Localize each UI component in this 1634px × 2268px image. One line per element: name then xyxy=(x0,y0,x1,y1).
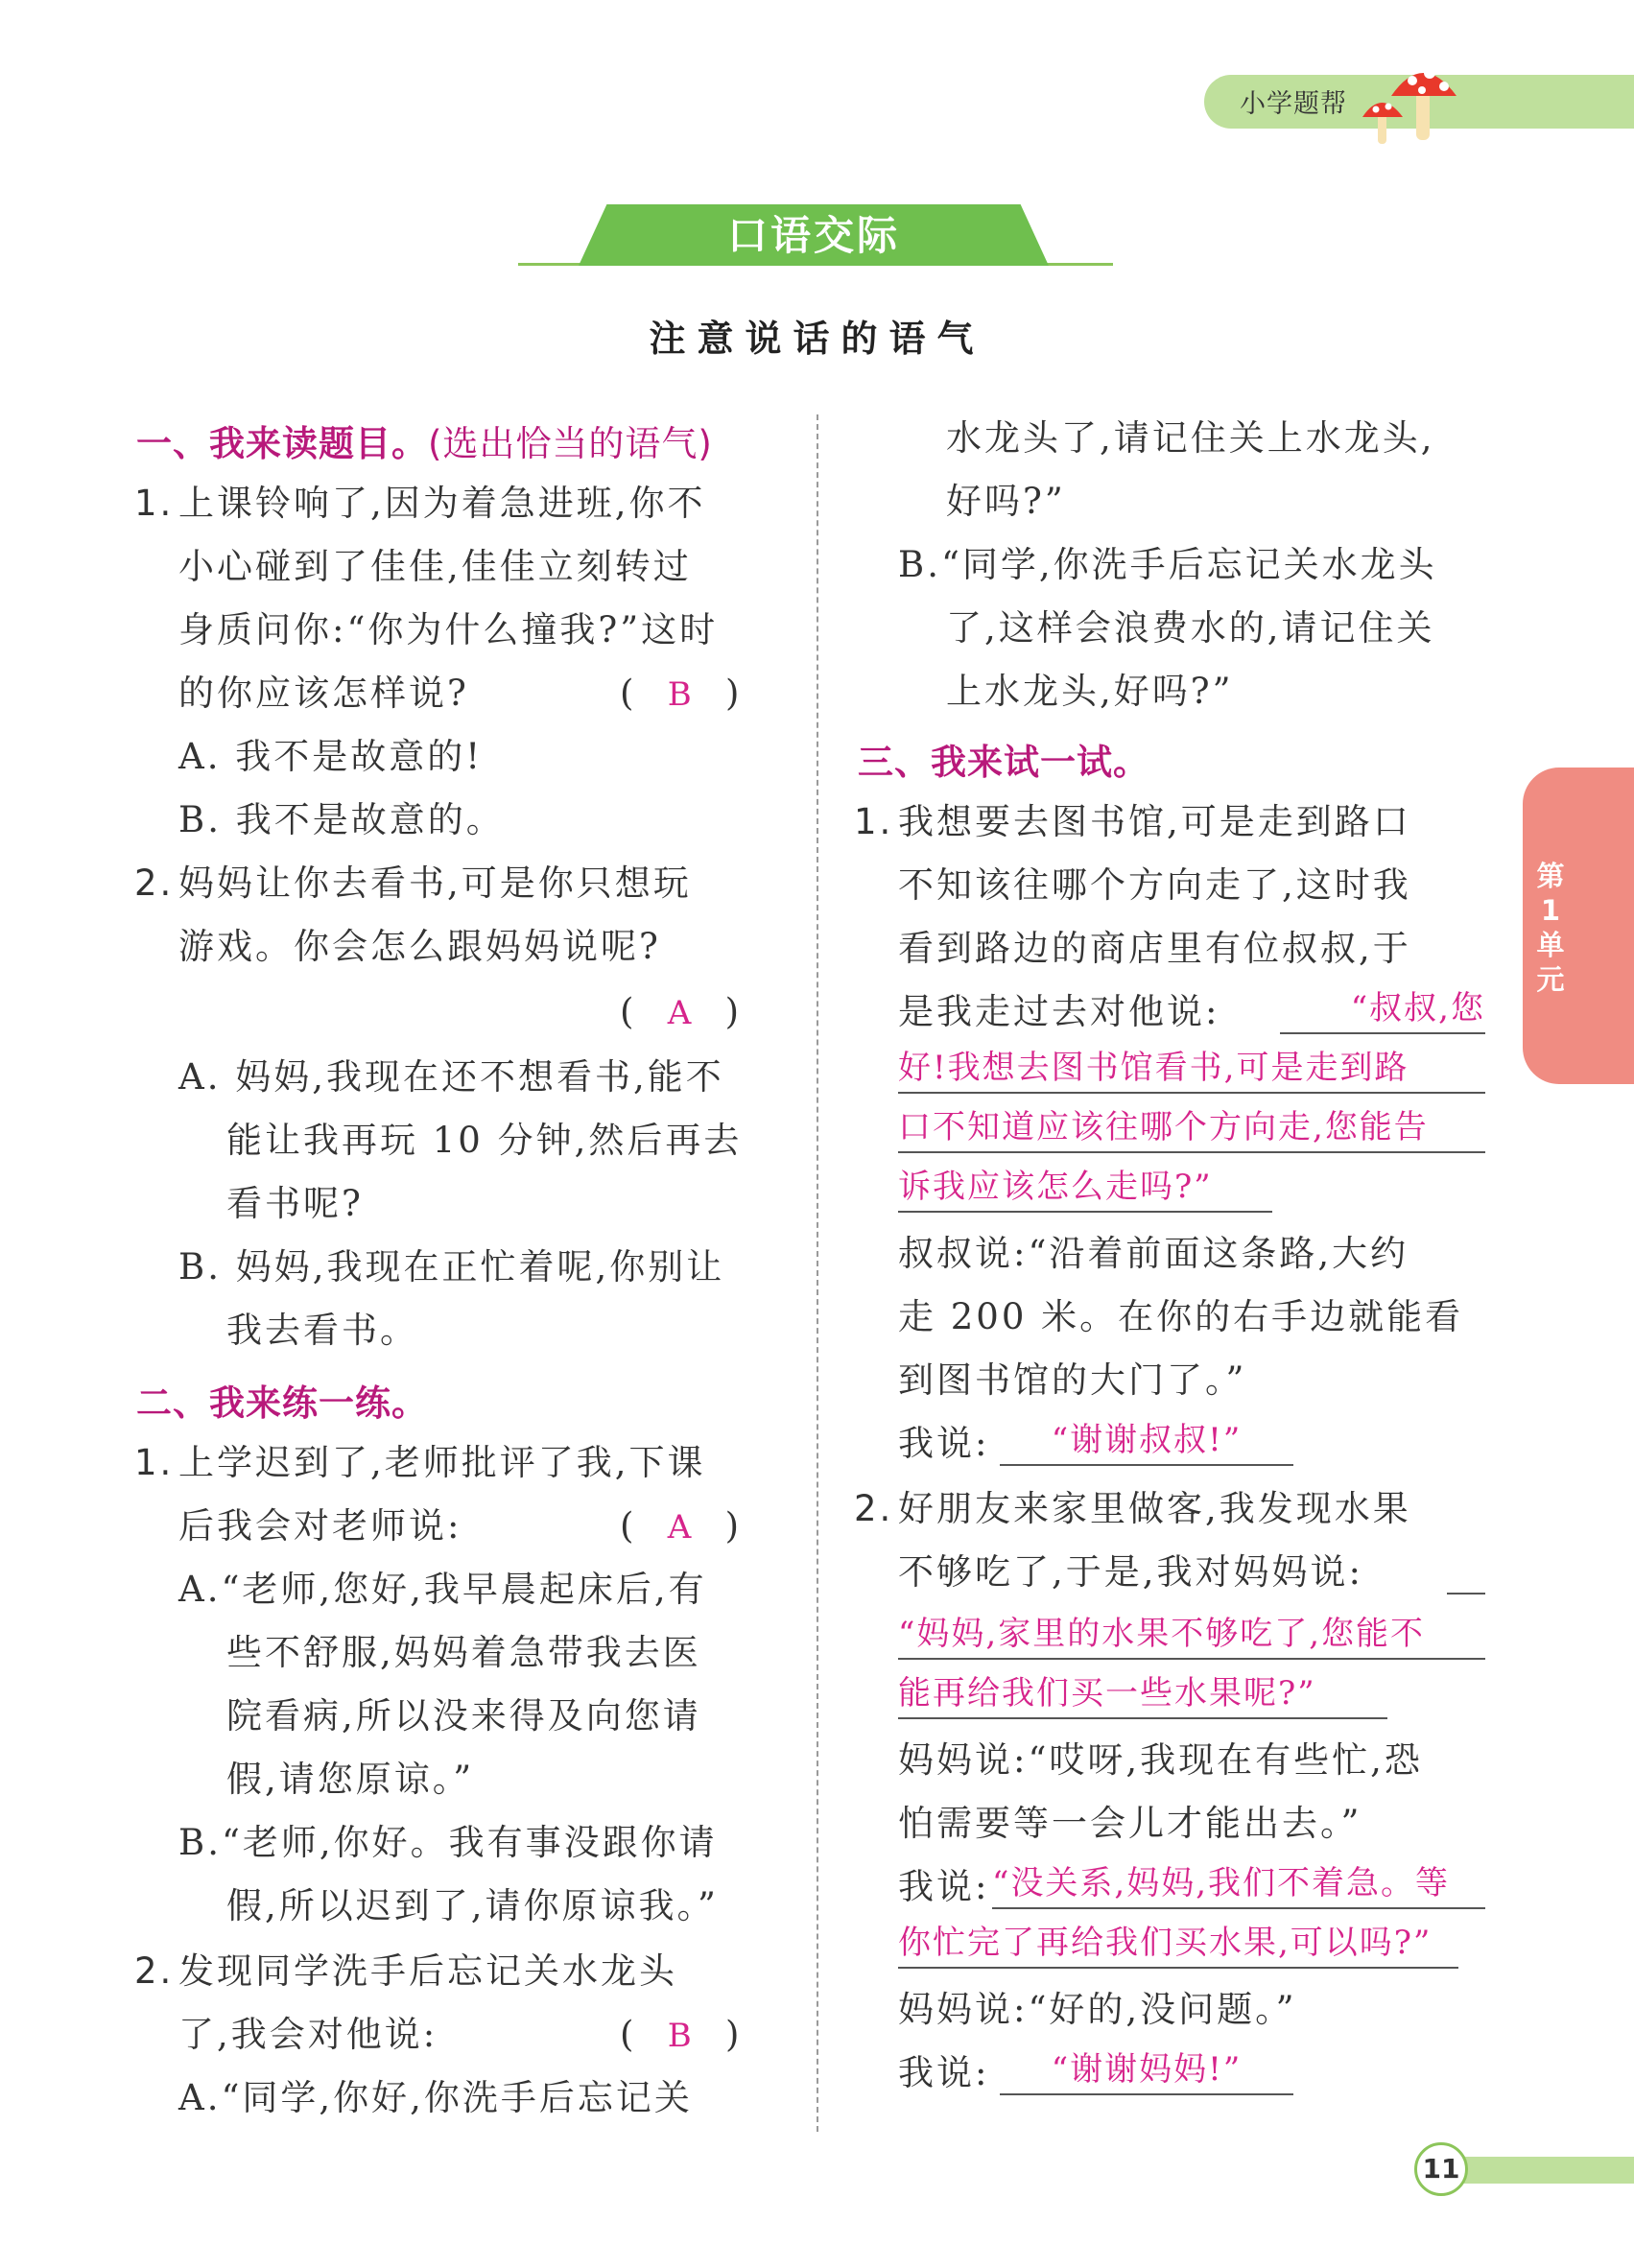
answer-fill-line: 口不知道应该往哪个方向走,您能告 xyxy=(898,1103,1485,1153)
question-text-line: 发现同学洗手后忘记关水龙头 xyxy=(178,1950,677,1992)
answer-fill-line: 诉我应该怎么走吗?” xyxy=(898,1163,1272,1213)
footer-bar xyxy=(1439,2157,1634,2184)
answer-bracket: ( A ) xyxy=(620,1505,739,1547)
option-a: A.“老师,您好,我早晨起床后,有 xyxy=(178,1569,707,1610)
option-b: B. 我不是故意的。 xyxy=(178,799,505,840)
question-text-line: 我想要去图书馆,可是走到路口 xyxy=(898,801,1411,842)
dialogue-line: 妈妈说:“哎呀,我现在有些忙,恐 xyxy=(898,1739,1423,1781)
option-b: B.“同学,你洗手后忘记关水龙头 xyxy=(898,544,1437,585)
question-text-line: 不知该往哪个方向走了,这时我 xyxy=(898,864,1411,906)
option-b-cont: 了,这样会浪费水的,请记住关 xyxy=(946,607,1435,649)
option-a: A. 我不是故意的! xyxy=(178,736,484,777)
answer-bracket: ( B ) xyxy=(620,2014,740,2055)
question-text-line: 的你应该怎样说? xyxy=(178,673,469,714)
answer-fill-line: 能再给我们买一些水果呢?” xyxy=(898,1669,1387,1719)
question-lead: 不够吃了,于是,我对妈妈说: xyxy=(898,1551,1363,1593)
page-number: 11 xyxy=(1414,2142,1468,2196)
question-number: 1. xyxy=(854,801,894,842)
option-a: A.“同学,你好,你洗手后忘记关 xyxy=(178,2077,693,2118)
answer-fill-line: “没关系,妈妈,我们不着急。等 xyxy=(992,1859,1485,1909)
option-a-cont: 能让我再玩 10 分钟,然后再去 xyxy=(226,1120,743,1161)
option-a-cont: 院看病,所以没来得及向您请 xyxy=(226,1695,701,1736)
option-a-cont: 看书呢? xyxy=(226,1183,364,1224)
answer-fill-line: “妈妈,家里的水果不够吃了,您能不 xyxy=(898,1610,1485,1660)
question-lead: 是我走过去对他说: xyxy=(898,991,1220,1032)
mushroom-icon xyxy=(1353,54,1466,150)
brand-label: 小学题帮 xyxy=(1240,89,1347,119)
answer-value: B xyxy=(667,675,692,714)
answer-bracket: ( A ) xyxy=(620,991,739,1032)
section-heading-1-title: 一、我来读题目。 xyxy=(136,423,428,464)
option-b-cont: 上水龙头,好吗?” xyxy=(946,671,1234,712)
dialogue-line: 走 200 米。在你的右手边就能看 xyxy=(898,1296,1464,1337)
question-number: 1. xyxy=(134,1442,175,1483)
answer-fill-line: 好!我想去图书馆看书,可是走到路 xyxy=(898,1044,1485,1094)
lesson-subtitle: 注意说话的语气 xyxy=(649,317,985,360)
answer-fill-line: “谢谢妈妈!” xyxy=(1000,2045,1293,2095)
option-a: A. 妈妈,我现在还不想看书,能不 xyxy=(178,1056,724,1098)
question-text-line: 上课铃响了,因为着急进班,你不 xyxy=(178,483,706,524)
option-a-cont: 些不舒服,妈妈着急带我去医 xyxy=(226,1632,701,1673)
option-b: B. 妈妈,我现在正忙着呢,你别让 xyxy=(178,1246,725,1288)
say-label: 我说: xyxy=(898,1423,990,1464)
section-heading-3: 三、我来试一试。 xyxy=(858,742,1149,783)
dialogue-line: 妈妈说:“好的,没问题。” xyxy=(898,1989,1297,2030)
question-text-line: 看到路边的商店里有位叔叔,于 xyxy=(898,928,1411,969)
answer-bracket: ( B ) xyxy=(620,673,740,714)
dialogue-line: 叔叔说:“沿着前面这条路,大约 xyxy=(898,1233,1409,1274)
answer-blank xyxy=(1447,1593,1485,1595)
banner-title: 口语交际 xyxy=(726,212,900,259)
question-number: 2. xyxy=(134,862,175,904)
answer-fill-line: 你忙完了再给我们买水果,可以吗?” xyxy=(898,1919,1458,1969)
question-text-line: 上学迟到了,老师批评了我,下课 xyxy=(178,1442,706,1483)
say-label: 我说: xyxy=(898,1866,990,1907)
unit-side-tab-label: 第1单元 xyxy=(1536,860,1565,996)
column-divider xyxy=(817,414,818,2132)
question-number: 2. xyxy=(854,1488,894,1529)
option-a-cont: 假,请您原谅。” xyxy=(226,1759,475,1800)
question-text-line: 游戏。你会怎么跟妈妈说呢? xyxy=(178,926,661,967)
question-text-line: 好朋友来家里做客,我发现水果 xyxy=(898,1488,1411,1529)
section-heading-1-note: (选出恰当的语气) xyxy=(428,423,713,464)
answer-value: B xyxy=(667,2017,692,2055)
option-b-cont: 假,所以迟到了,请你原谅我。” xyxy=(226,1885,719,1926)
section-heading-1 xyxy=(136,414,713,466)
answer-fill-line: “谢谢叔叔!” xyxy=(1000,1416,1293,1466)
question-text-line: 身质问你:“你为什么撞我?”这时 xyxy=(178,609,719,650)
question-text-line: 了,我会对他说: xyxy=(178,2014,438,2055)
answer-fill-line: “叔叔,您 xyxy=(1280,984,1485,1034)
question-number: 1. xyxy=(134,483,175,524)
section-heading-2: 二、我来练一练。 xyxy=(136,1382,428,1424)
question-text-line: 妈妈让你去看书,可是你只想玩 xyxy=(178,862,692,904)
answer-value: A xyxy=(667,1508,692,1547)
answer-value: A xyxy=(667,994,692,1032)
dialogue-line: 怕需要等一会儿才能出去。” xyxy=(898,1803,1362,1844)
option-a-cont: 水龙头了,请记住关上水龙头, xyxy=(946,417,1435,459)
question-text-line: 小心碰到了佳佳,佳佳立刻转过 xyxy=(178,546,692,587)
dialogue-line: 到图书馆的大门了。” xyxy=(898,1359,1247,1401)
option-a-cont: 好吗?” xyxy=(946,481,1066,522)
option-b-cont: 我去看书。 xyxy=(226,1310,418,1351)
question-number: 2. xyxy=(134,1950,175,1992)
question-text-line: 后我会对老师说: xyxy=(178,1505,462,1547)
say-label: 我说: xyxy=(898,2052,990,2093)
option-b: B.“老师,你好。我有事没跟你请 xyxy=(178,1822,718,1863)
